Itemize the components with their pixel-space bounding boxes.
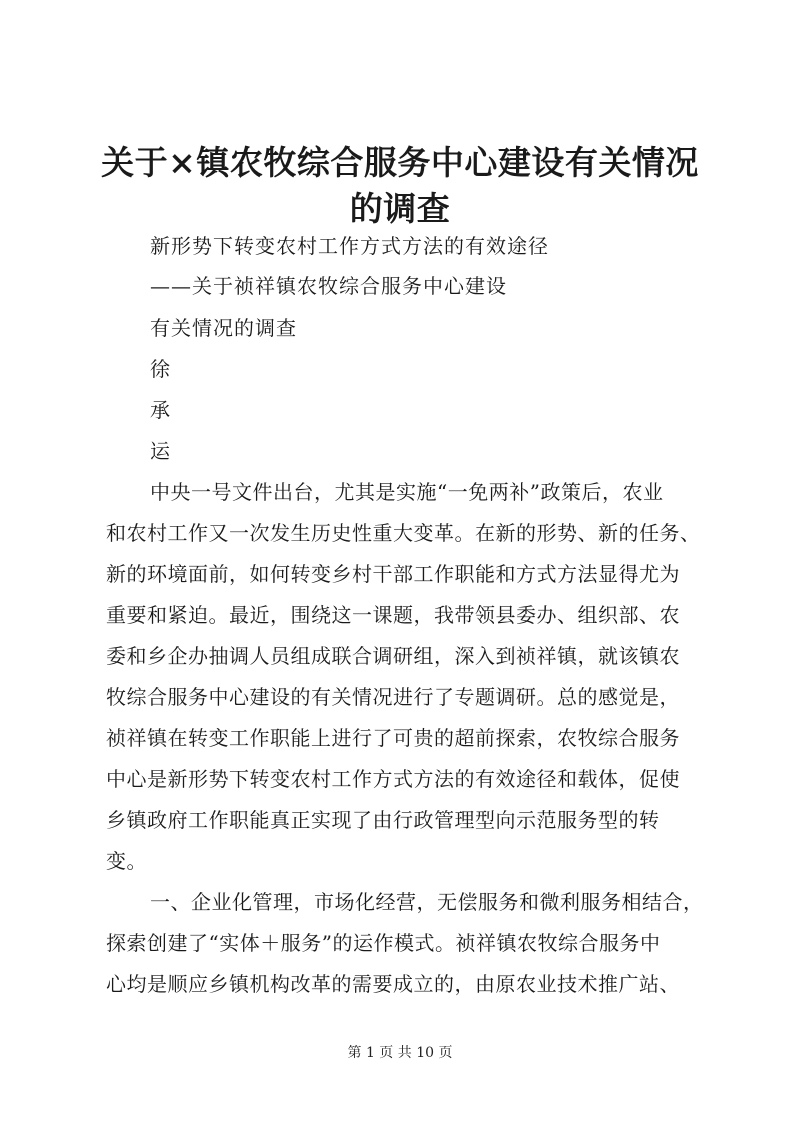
paragraph-line: 心均是顺应乡镇机构改革的需要成立的，由原农业技术推广站、 — [106, 972, 680, 996]
paragraph-line: 重要和紧迫。最近，围绕这一课题，我带领县委办、组织部、农 — [106, 603, 680, 627]
subtitle-line: 有关情况的调查 — [150, 316, 297, 340]
author-char: 徐 — [150, 357, 171, 381]
paragraph-line: 乡镇政府工作职能真正实现了由行政管理型向示范服务型的转 — [106, 808, 660, 832]
author-char: 运 — [150, 439, 171, 463]
paragraph-line: 中心是新形势下转变农村工作方式方法的有效途径和载体，促使 — [106, 767, 680, 791]
paragraph-line: 变。 — [106, 849, 147, 873]
paragraph-line: 新的环境面前，如何转变乡村干部工作职能和方式方法显得尤为 — [106, 562, 680, 586]
paragraph-line: 一、企业化管理，市场化经营，无偿服务和微利服务相结合， — [150, 890, 704, 914]
document-title: 关于×镇农牧综合服务中心建设有关情况的调查 — [101, 143, 699, 228]
paragraph-line: 和农村工作又一次发生历史性重大变革。在新的形势、新的任务、 — [106, 521, 701, 545]
author-char: 承 — [150, 398, 171, 422]
paragraph-line: 中央一号文件出台，尤其是实施“一免两补”政策后，农业 — [150, 480, 664, 504]
page-number-footer: 第 1 页 共 10 页 — [347, 1045, 453, 1061]
paragraph-line: 委和乡企办抽调人员组成联合调研组，深入到祯祥镇，就该镇农 — [106, 644, 680, 668]
subtitle-line: ——关于祯祥镇农牧综合服务中心建设 — [150, 274, 507, 298]
paragraph-line: 牧综合服务中心建设的有关情况进行了专题调研。总的感觉是， — [106, 685, 680, 709]
paragraph-line: 探索创建了“实体＋服务”的运作模式。祯祥镇农牧综合服务中 — [106, 931, 661, 955]
subtitle-line: 新形势下转变农村工作方式方法的有效途径 — [150, 234, 549, 258]
paragraph-line: 祯祥镇在转变工作职能上进行了可贵的超前探索，农牧综合服务 — [106, 726, 680, 750]
